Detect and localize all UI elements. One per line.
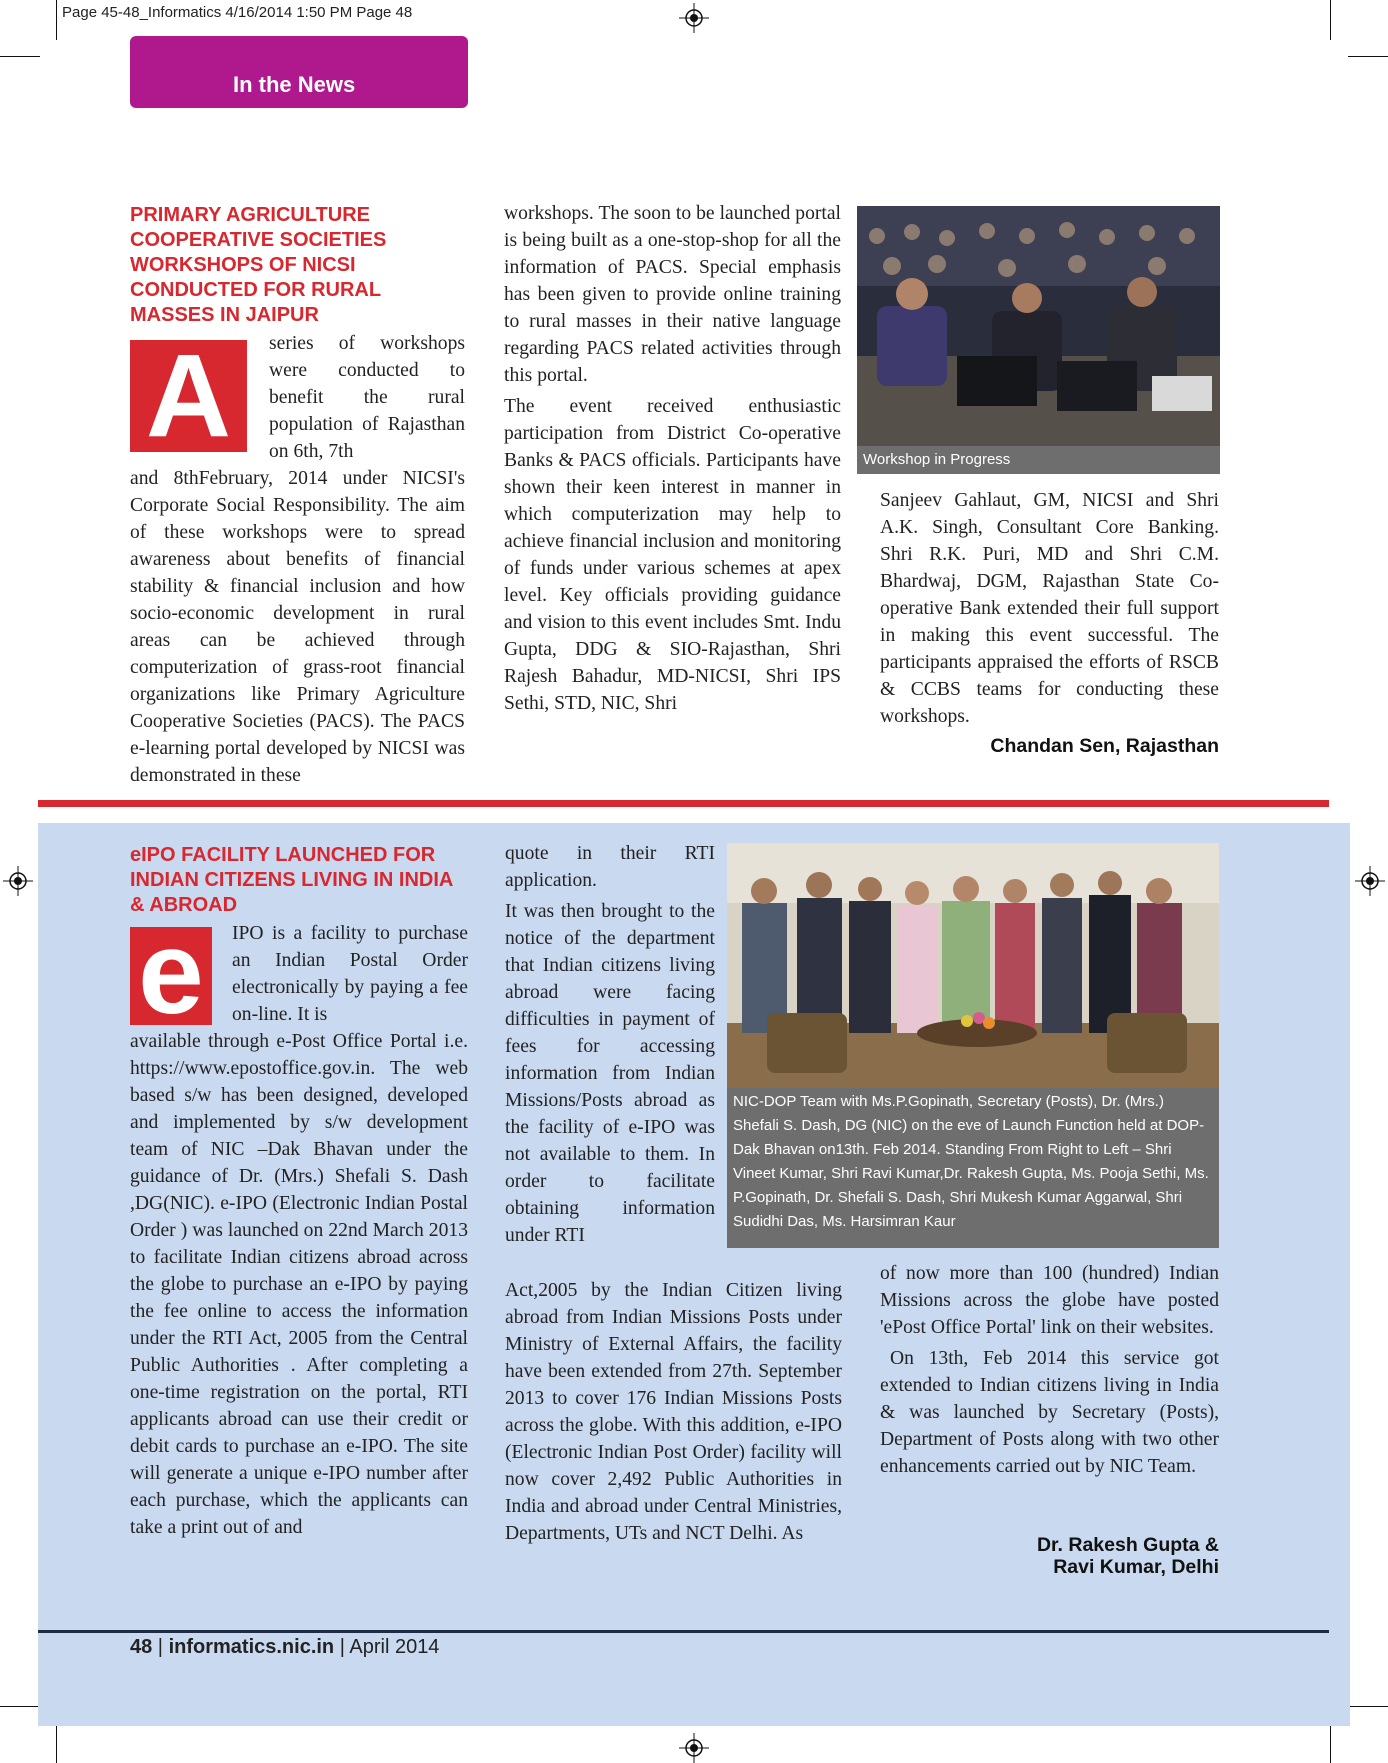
crop-mark xyxy=(56,1725,57,1763)
page-number: 48 xyxy=(130,1636,153,1658)
article2-byline-line: Ravi Kumar, Delhi xyxy=(1053,1556,1219,1578)
article1-lead-paragraph: series of workshops were conducted to benefit the rural population of Rajasthan on 6th, 7th xyxy=(269,333,465,462)
print-slug: Page 45-48_Informatics 4/16/2014 1:50 PM Page 48 xyxy=(62,4,413,21)
registration-mark-icon xyxy=(1355,866,1385,896)
article1-byline: Chandan Sen, Rajasthan xyxy=(990,735,1219,757)
crop-mark xyxy=(1348,1706,1388,1707)
article1-paragraph: workshops. The soon to be launched portal is being built as a one-stop-shop for all the information of PACS. Special emphasis has been given to provide online training to rural masses in their native language regarding PACS related activities through this portal. xyxy=(504,203,841,386)
article1-column-3 xyxy=(880,487,1219,730)
crop-mark xyxy=(1348,56,1388,57)
crop-mark xyxy=(0,1706,40,1707)
footer-website: informatics.nic.in xyxy=(168,1636,335,1658)
article2-column-2-lower xyxy=(505,1277,842,1547)
crop-mark xyxy=(0,56,40,57)
crop-mark xyxy=(1330,1725,1331,1763)
article2-lead-text xyxy=(232,920,468,1028)
launch-team-photo-caption: NIC-DOP Team with Ms.P.Gopinath, Secretary (Posts), Dr. (Mrs.) Shefali S. Dash, DG (NIC) on the eve of Launch Function held at DOP-Dak Bhavan on13th. Feb 2014. Standing From Right to Left – Shri Vineet Kumar, Shri Ravi Kumar,Dr. Rakesh Gupta, Ms. Pooja Sethi, Ms. P.Gopinath, Dr. Shefali S. Dash, Shri Mukesh Kumar Aggarwal, Shri Sudidhi Das, Ms. Harsimran Kaur xyxy=(727,1088,1219,1248)
footer-separator: | xyxy=(152,1636,169,1658)
article1-dropcap: A xyxy=(130,340,247,452)
footer-rule xyxy=(38,1630,1329,1633)
article1-paragraph: The event received enthusiastic participation from District Co-operative Banks & PACS officials. Participants have shown their keen interest in manner in which computerization may help to achieve financial inclusion and monitoring of funds under various schemes at apex level. Key officials providing guidance and vision to this event includes Smt. Indu Gupta, DDG & SIO-Rajasthan, Shri Rajesh Bahadur, MD-NICSI, Shri IPS Sethi, STD, NIC, Shri xyxy=(504,396,841,714)
article1-column-2 xyxy=(504,200,841,717)
article2-byline-line: Dr. Rakesh Gupta & xyxy=(1036,1534,1219,1556)
article2-byline xyxy=(880,1534,1219,1578)
launch-team-photo xyxy=(727,843,1219,1088)
registration-mark-icon xyxy=(679,1733,709,1763)
article2-paragraph: It was then brought to the notice of the department that Indian citizens living abroad were facing difficulties in payment of fees for accessing information from Indian Missions/Posts abroad as the facility of e-IPO was not available to them. In order to facilitate obtaining information under RTI xyxy=(505,901,715,1246)
section-label: In the News xyxy=(233,72,356,97)
crop-mark xyxy=(1330,0,1331,40)
registration-mark-icon xyxy=(679,3,709,33)
article2-column-3 xyxy=(880,1260,1219,1480)
article2-paragraph: of now more than 100 (hundred) Indian Missions across the globe have posted 'ePost Office Portal' link on their websites. xyxy=(880,1263,1219,1338)
article1-headline: PRIMARY AGRICULTURE COOPERATIVE SOCIETIES WORKSHOPS OF NICSI CONDUCTED FOR RURAL MASSES IN JAIPUR xyxy=(130,204,387,326)
article2-dropcap: e xyxy=(130,927,212,1025)
launch-team-photo-illustration xyxy=(727,843,1219,1088)
footer-separator: | xyxy=(334,1636,350,1658)
footer-issue-date: April 2014 xyxy=(349,1636,440,1658)
workshop-photo xyxy=(857,206,1220,446)
crop-mark xyxy=(56,0,57,40)
article1-body-paragraph: and 8thFebruary, 2014 under NICSI's Corporate Social Responsibility. The aim of these workshops were to spread awareness about benefits of financial stability & financial inclusion and how socio-economic development in rural areas can be achieved through computerization of grass-root financial organizations like Primary Agriculture Cooperative Societies (PACS). The PACS e-learning portal developed by NICSI was demonstrated in these xyxy=(130,468,465,786)
article2-lead-paragraph: IPO is a facility to purchase an Indian Postal Order electronically by paying a fee on-line. It is xyxy=(232,923,468,1025)
section-tab xyxy=(130,36,468,108)
workshop-photo-illustration xyxy=(857,206,1220,446)
article2-column-1 xyxy=(130,1028,468,1541)
registration-mark-icon xyxy=(3,866,33,896)
article1-lead-text xyxy=(269,330,465,465)
article2-headline: eIPO FACILITY LAUNCHED FOR INDIAN CITIZENS LIVING IN INDIA & ABROAD xyxy=(130,844,453,916)
article1-column-1 xyxy=(130,465,465,789)
article2-paragraph: On 13th, Feb 2014 this service got extended to Indian citizens living in India & was launched by Secretary (Posts), Department of Posts along with two other enhancements carried out by NIC Team. xyxy=(880,1348,1219,1477)
article2-paragraph: quote in their RTI application. xyxy=(505,843,715,891)
article2-body-paragraph: available through e-Post Office Portal i.e. https://www.epostoffice.gov.in. The web based s/w has been designed, developed and implemented by s/w development team of NIC –Dak Bhavan under the guidance of Dr. (Mrs.) Shefali S. Dash ,DG(NIC). e-IPO (Electronic Indian Postal Order ) was launched on 22nd March 2013 to facilitate Indian citizens abroad across the globe to purchase an e-IPO by paying the fee online to access the information under the RTI Act, 2005 from the Central Public Authorities . After completing a one-time registration on the portal, RTI applicants abroad can use their credit or debit cards to purchase an e-IPO. The site will generate a unique e-IPO number after each purchase, which the applicants can take a print out of and xyxy=(130,1031,468,1538)
section-divider xyxy=(38,800,1329,807)
page-footer xyxy=(130,1636,439,1659)
article2-paragraph: Act,2005 by the Indian Citizen living abroad from Indian Missions Posts under Ministry of External Affairs, the facility have been extended from 27th. September 2013 to cover 176 Indian Missions Posts across the globe. With this addition, e-IPO (Electronic Indian Post Order) facility will now cover 2,492 Public Authorities in India and abroad under Central Ministries, Departments, UTs and NCT Delhi. As xyxy=(505,1280,842,1544)
article2-column-2-upper xyxy=(505,840,715,1249)
workshop-photo-caption: Workshop in Progress xyxy=(857,446,1220,474)
article1-paragraph: Sanjeev Gahlaut, GM, NICSI and Shri A.K. Singh, Consultant Core Banking. Shri R.K. Puri, MD and Shri C.M. Bhardwaj, DGM, Rajasthan State Co-operative Bank extended their full support in making this event successful. The participants appraised the efforts of RSCB & CCBS teams for conducting these workshops. xyxy=(880,490,1219,727)
